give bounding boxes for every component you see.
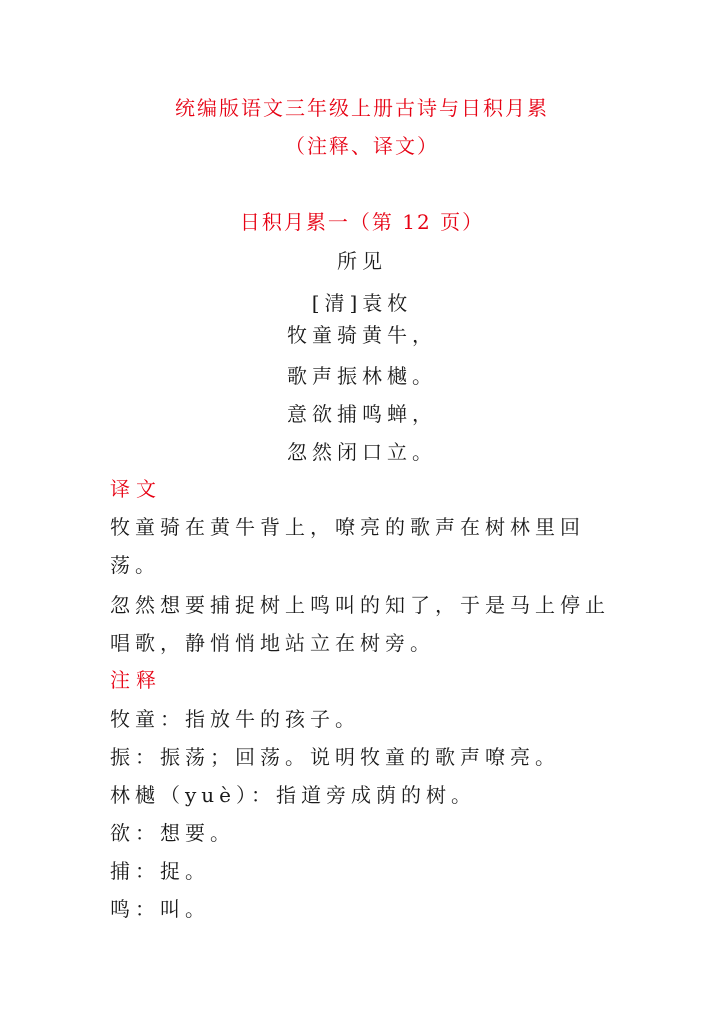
document-subtitle: （注释、译文） — [285, 134, 439, 158]
poem-line: 歌声振林樾。 — [287, 364, 437, 388]
note-item: 振：振荡；回荡。说明牧童的歌声嘹亮。 — [110, 745, 560, 769]
translation-label: 译文 — [110, 477, 162, 501]
poem-author: [清]袁枚 — [311, 291, 413, 315]
note-item: 捕：捉。 — [110, 859, 210, 883]
note-item: 林樾（yuè）：指道旁成荫的树。 — [110, 783, 477, 807]
note-item: 牧童：指放牛的孩子。 — [110, 707, 360, 731]
translation-line: 荡。 — [110, 553, 160, 577]
note-item: 鸣：叫。 — [110, 897, 210, 921]
document-title: 统编版语文三年级上册古诗与日积月累 — [175, 96, 549, 120]
translation-line: 忽然想要捕捉树上鸣叫的知了，于是马上停止 — [110, 593, 610, 617]
poem-line: 忽然闭口立。 — [287, 440, 437, 464]
note-item: 欲：想要。 — [110, 821, 235, 845]
section-heading: 日积月累一（第 12 页） — [239, 210, 485, 234]
translation-line: 唱歌，静悄悄地站立在树旁。 — [110, 631, 435, 655]
poem-title: 所见 — [337, 249, 387, 273]
translation-line: 牧童骑在黄牛背上，嘹亮的歌声在树林里回 — [110, 515, 585, 539]
notes-label: 注释 — [110, 668, 162, 692]
poem-line: 牧童骑黄牛， — [287, 323, 437, 347]
poem-line: 意欲捕鸣蝉， — [287, 402, 437, 426]
